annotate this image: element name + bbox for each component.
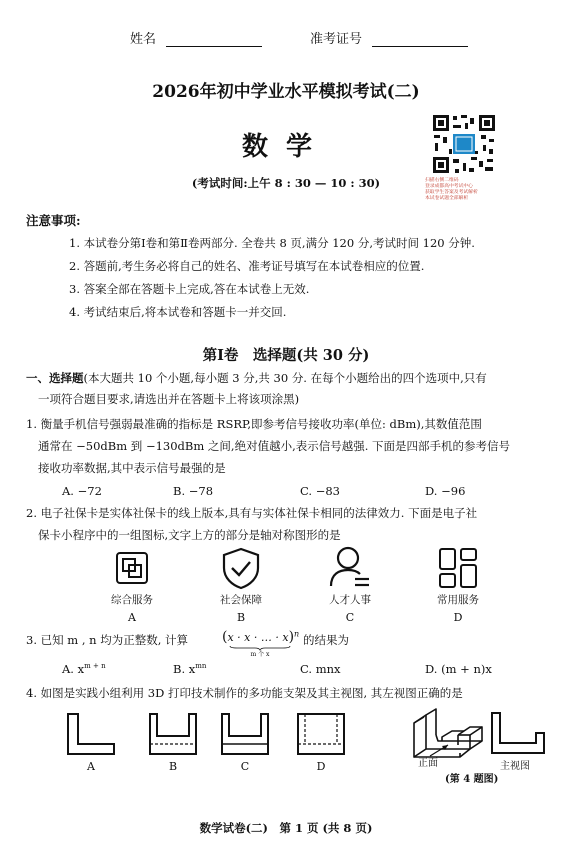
- icon-label-d: 常用服务: [437, 594, 479, 606]
- name-field: 姓名: [130, 28, 262, 47]
- icon-letter-a: A: [128, 611, 136, 624]
- q1-line2: 通常在 −50dBm 到 −130dBm 之间,绝对值越小,表示信号越强. 下面是四部手机的参考信号: [38, 439, 511, 453]
- q1-line1: 1. 衡量手机信号强弱最准确的指标是 RSRP,即参考信号接收功率(单位: dBm),其数值范围: [26, 417, 482, 431]
- q4-option-a-figure: [66, 712, 116, 756]
- note-item: 1. 本试卷分第Ⅰ卷和第Ⅱ卷两部分. 全卷共 8 页,满分 120 分,考试时间 120 分钟.: [69, 236, 475, 250]
- q2-line2: 保卡小程序中的一组图标,文字上方的部分是轴对称图形的是: [38, 528, 341, 542]
- q4-letter-a: A: [87, 760, 95, 773]
- qr-caption-1: 扫描右侧二维码: [425, 178, 459, 183]
- q3-expression: (x · x · … · x)$^n$: [222, 629, 300, 645]
- grid-service-icon: [437, 546, 479, 590]
- q3-option-a: A. $x^{m + n}$: [62, 662, 106, 676]
- q3-prefix: 3. 已知 m , n 均为正整数, 计算: [26, 633, 189, 647]
- q4-option-b-figure: [148, 712, 198, 756]
- qr-caption-4: 本试卷试题全部解析: [425, 196, 469, 201]
- q1-line3: 接收功率数据,其中表示信号最强的是: [38, 461, 226, 475]
- composite-service-icon: [112, 548, 152, 588]
- q1-option-c: C. −83: [300, 484, 340, 498]
- q4-letter-b: B: [168, 760, 178, 773]
- q4-letter-d: D: [316, 760, 326, 773]
- icon-label-a: 综合服务: [111, 594, 153, 606]
- q4-main-view-figure: [490, 711, 546, 755]
- q1-option-a: A. −72: [62, 484, 102, 498]
- note-item: 2. 答题前,考生务必将自己的姓名、准考证号填写在本试卷相应的位置.: [69, 259, 425, 273]
- q4-main-view-label: 主视图: [500, 761, 530, 772]
- shield-check-icon: [219, 546, 263, 590]
- qr-code-icon: [431, 113, 497, 175]
- q2-line1: 2. 电子社保卡是实体社保卡的线上版本,具有与实体社保卡相同的法律效力. 下面是电子社: [26, 506, 478, 520]
- q4-figure-caption: (第 4 题图): [445, 774, 499, 785]
- q1-option-b: B. −78: [173, 484, 214, 498]
- section-title: 第Ⅰ卷 选择题(共 30 分): [202, 347, 370, 364]
- icon-label-b: 社会保障: [220, 594, 262, 606]
- note-item: 3. 答案全部在答题卡上完成,答在本试卷上无效.: [69, 282, 310, 296]
- icon-letter-c: C: [345, 611, 355, 624]
- exam-number-underline: [372, 32, 468, 47]
- q4-front-label: 正面: [418, 758, 438, 769]
- notes-heading: 注意事项:: [26, 213, 81, 228]
- q3-option-d: D. (m + n)x: [425, 662, 492, 676]
- page-footer: 数学试卷(二) 第 1 页 (共 8 页): [199, 821, 373, 835]
- q4-option-c-figure: [220, 712, 270, 756]
- part-intro-line2: 一项符合题目要求,请选出并在答题卡上将该项涂黑): [38, 392, 300, 406]
- qr-caption-2: 登录成都高中考试中心: [425, 184, 473, 189]
- q3-suffix: 的结果为: [303, 633, 349, 647]
- q1-option-d: D. −96: [425, 484, 466, 498]
- exam-number-field: 准考证号: [310, 28, 468, 47]
- icon-label-c: 人才人事: [329, 594, 371, 606]
- q3-fraction-bottom: m 个 x: [250, 651, 270, 658]
- icon-letter-d: D: [453, 611, 463, 624]
- q3-option-c: C. mnx: [300, 662, 341, 676]
- name-underline: [166, 32, 262, 47]
- exam-title: 2026年初中学业水平模拟考试(二): [152, 82, 420, 102]
- exam-time: (考试时间:上午 8 : 30 — 10 : 30): [191, 176, 381, 190]
- part-intro: 一、选择题(本大题共 10 个小题,每小题 3 分,共 30 分. 在每个小题给出的四个选项中,只有: [26, 371, 487, 385]
- q4-option-d-figure: [296, 712, 346, 756]
- q4-line1: 4. 如图是实践小组利用 3D 打印技术制作的多功能支架及其主视图, 其左视图正确的是: [26, 686, 463, 700]
- icon-letter-b: B: [236, 611, 246, 624]
- q3-underbrace: [229, 645, 291, 651]
- q3-option-b: B. $x^{mn}$: [173, 662, 207, 676]
- qr-caption-3: 获取学生答案及考试解析: [425, 190, 478, 195]
- person-talent-icon: [327, 544, 373, 590]
- note-item: 4. 考试结束后,将本试卷和答题卡一并交回.: [69, 305, 287, 319]
- q4-letter-c: C: [240, 760, 250, 773]
- subject-title: 数学: [241, 132, 330, 162]
